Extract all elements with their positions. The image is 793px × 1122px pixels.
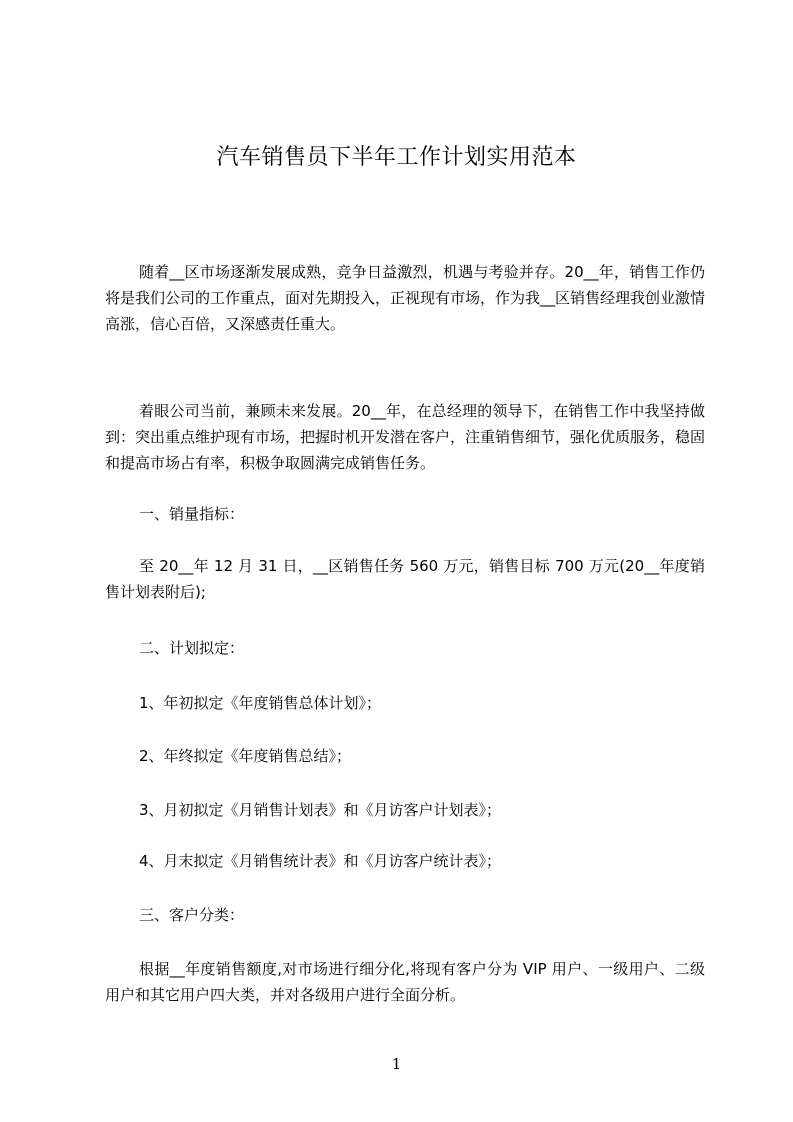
- paragraph-sales-target: 至 20__年 12 月 31 日，__区销售任务 560 万元，销售目标 700 万元(20__年度销售计划表附后);: [105, 557, 705, 601]
- document-title: 汽车销售员下半年工作计划实用范本: [216, 145, 577, 170]
- list-item-plan-4: 4、月末拟定《月销售统计表》和《月访客户统计表》；: [139, 852, 502, 870]
- list-item-plan-2: 2、年终拟定《年度销售总结》；: [139, 747, 352, 765]
- list-item-plan-1: 1、年初拟定《年度销售总体计划》；: [139, 694, 382, 712]
- section-heading-sales-target: 一、销量指标：: [139, 505, 245, 523]
- page-number: 1: [391, 1055, 402, 1073]
- paragraph-intro: 随着__区市场逐渐发展成熟，竞争日益激烈，机遇与考验并存。20__年，销售工作仍将是我们公司的工作重点，面对先期投入，正视现有市场，作为我__区销售经理我创业激情高涨，信心百倍，又深感责任重大。: [105, 263, 706, 333]
- section-heading-plan: 二、计划拟定：: [139, 639, 245, 657]
- list-item-plan-3: 3、月初拟定《月销售计划表》和《月访客户计划表》；: [139, 801, 502, 819]
- paragraph-focus: 着眼公司当前，兼顾未来发展。20__年，在总经理的领导下，在销售工作中我坚持做到：突出重点维护现有市场，把握时机开发潜在客户，注重销售细节，强化优质服务，稳固和提高市场占有率，积极争取圆满完成销售任务。: [105, 402, 706, 472]
- section-heading-customer: 三、客户分类：: [139, 906, 245, 924]
- paragraph-customer: 根据__年度销售额度,对市场进行细分化,将现有客户分为 VIP 用户、一级用户、二级用户和其它用户四大类，并对各级用户进行全面分析。: [105, 960, 705, 1004]
